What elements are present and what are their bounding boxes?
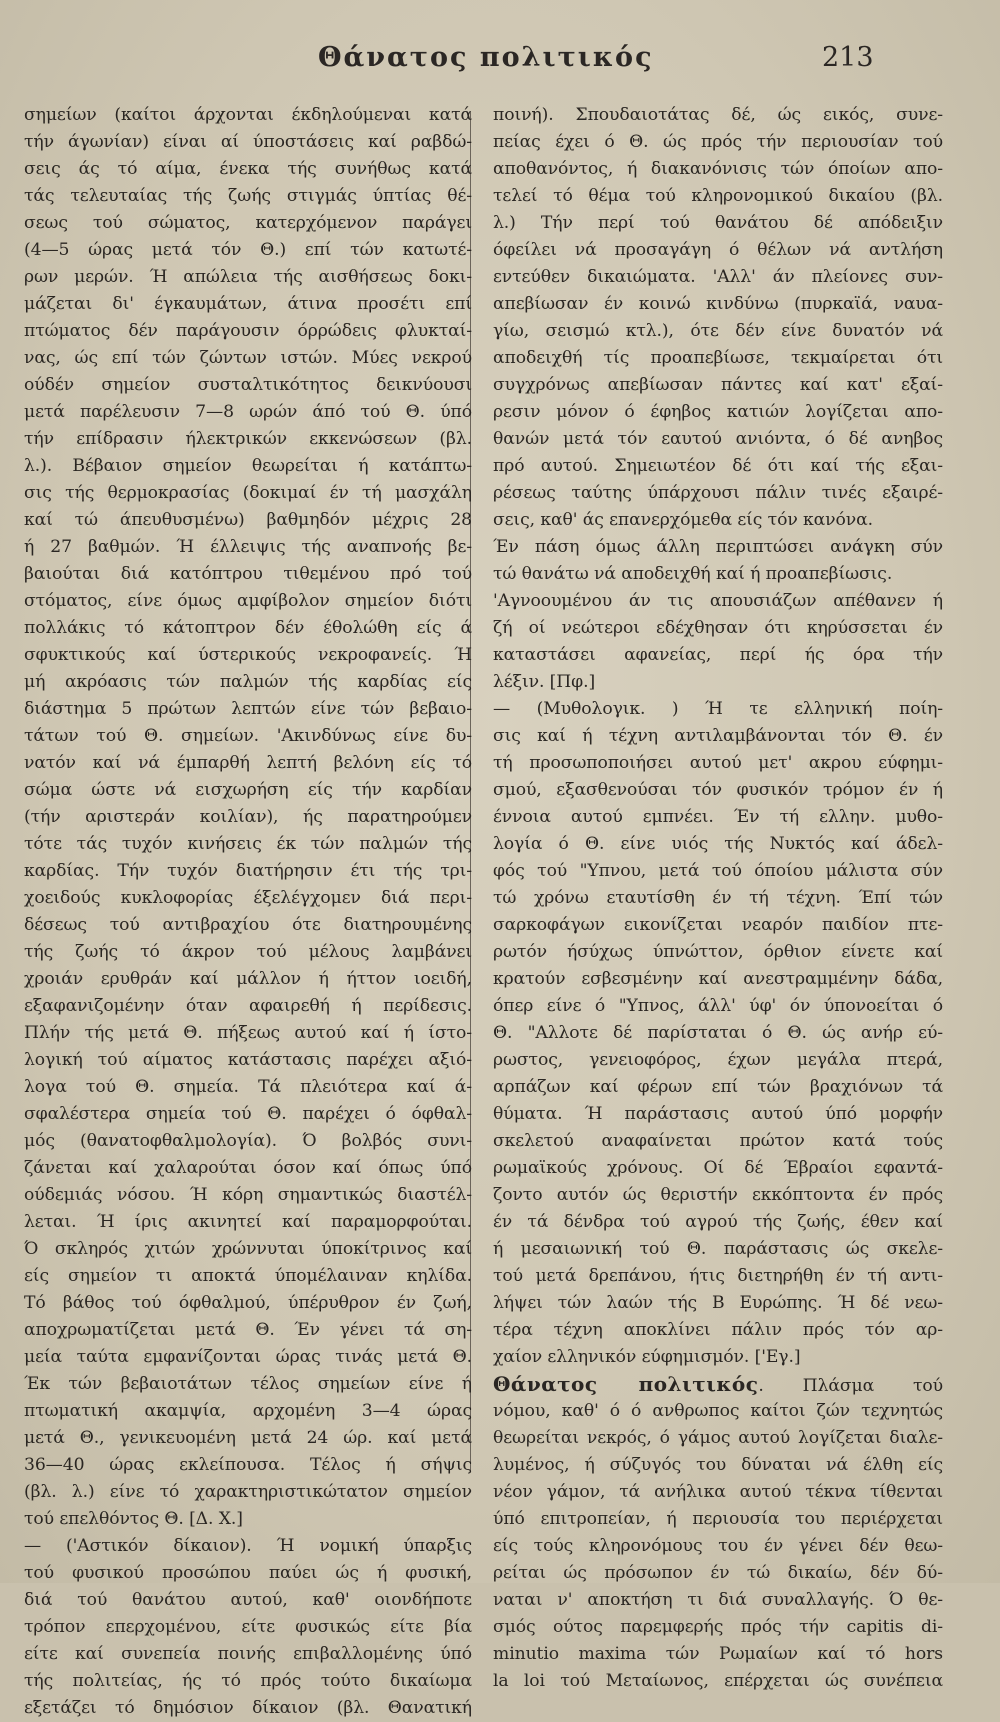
text-line: Θ. "Αλλοτε δέ παρίσταται ό Θ. ώς ανήρ εύ- [493,1023,943,1043]
text-line: la loi τού Μεταίωνος, επέρχεται ώς συνέπεια [493,1671,943,1691]
text-line: νέον γάμον, τά ανήλικα αυτού τέκνα τίθενται [493,1482,943,1502]
text-line: αρπάζων καί φέρων επί τών βραχιόνων τά [493,1077,943,1097]
text-line: τού φυσικού προσώπου παύει ώς ή φυσική, [24,1563,472,1583]
text-line: σμού, εξασθενούσαι τόν φυσικόν τρόμον έν ή [493,780,943,800]
text-line: λ.). Βέβαιον σημείον θεωρείται ή κατάπτω- [24,456,472,476]
text-line: ούδεμιάς νόσου. Ή κόρη σημαντικώς διαστέλ- [24,1185,472,1205]
text-line: μή ακρόασις τών παλμών τής καρδίας είς [24,672,472,692]
text-line: λέξιν. [Πφ.] [493,672,596,692]
text-line: πολλάκις τό κάτοπτρον δέν έθολώθη είς ά [24,618,472,638]
text-line: τής ζωής τό άκρον τού μέλους λαμβάνει [24,942,472,962]
text-line: Πλήν τής μετά Θ. πήξεως αυτού καί ή ίστο- [24,1023,472,1043]
text-line: μετά παρέλευσιν 7—8 ωρών άπό τού Θ. ύπό [24,402,472,422]
page-number: 213 [822,42,874,73]
text-line: ύπό επιτροπείαν, ή περιουσία του περιέρχεται [493,1509,943,1529]
text-line: ρωτόν ήσύχως ύπνώττον, όρθιον είνετε καί [493,942,943,962]
text-line: σφυκτικούς καί ύστερικούς νεκροφανείς. Ή [24,645,472,665]
text-line: τής πολιτείας, ής τό πρός τούτο δικαίωμα [24,1671,472,1691]
text-line: λογική τού αίματος κατάστασις παρέχει αξιό- [24,1050,472,1070]
text-line: Τό βάθος τού όφθαλμού, ύπέρυθρον έν ζωή, [24,1293,472,1313]
text-line: ζάνεται καί χαλαρούται όσον καί όπως ύπό [24,1158,472,1178]
text-line: ρείται ώς πρόσωπον έν τώ δικαίω, δέν δύ- [493,1563,943,1583]
text-line: πτώματος δέν παράγουσιν όρρώδεις φλυκταί- [24,321,472,341]
text-line: ούδέν σημείον συσταλτικότητος δεικνύουσι [24,375,472,395]
text-line: νας, ώς επί τών ζώντων ιστών. Μύες νεκρού [24,348,472,368]
text-line: τότε τάς τυχόν κινήσεις έκ τών παλμών τής [24,834,472,854]
text-line: καί τώ άπευθυσμένω) βαθμηδόν μέχρις 28 [24,510,472,530]
text-line: σεως τού σώματος, κατερχόμενον παράγει [24,213,472,233]
text-line: εξαφανιζομένην όταν αφαιρεθή ή περίδεσις. [24,996,472,1016]
text-line: τού μετά δρεπάνου, ήτις διετηρήθη έν τή αντι- [493,1266,943,1286]
text-line: minutio maxima τών Ρωμαίων καί τό hors [493,1644,943,1664]
text-line: σεις άς τό αίμα, ένεκα τής συνήθως κατά [24,159,472,179]
text-line: είς σημείον τι αποκτά ύπομέλαιναν κηλίδα. [24,1266,472,1286]
text-line: 36—40 ώρας εκλείπουσα. Τέλος ή σήψις [24,1455,472,1475]
text-line: διάστημα 5 πρώτων λεπτών είνε τών βεβαιο- [24,699,472,719]
text-line: πρό αυτού. Σημειωτέον δέ ότι καί τής εξαι- [493,456,943,476]
text-line: τέρα τέχνη αποκλίνει πάλιν πρός τόν αρ- [493,1320,943,1340]
text-line: λεται. Ή ίρις ακινητεί καί παραμορφούται. [24,1212,472,1232]
text-line: μός (θανατοφθαλμολογία). Ό βολβός συνι- [24,1131,472,1151]
text-line: Έκ τών βεβαιοτάτων τέλος σημείων είνε ή [24,1374,472,1394]
text-line: καταστάσει αφανείας, περί ής όρα τήν [493,645,943,665]
text-line: ρωστος, γενειοφόρος, έχων μεγάλα πτερά, [493,1050,943,1070]
text-line: λήψει τών λαών τής Β Ευρώπης. Ή δέ νεω- [493,1293,943,1313]
text-line: αποδειχθή τίς προαπεβίωσε, τεκμαίρεται ότι [493,348,943,368]
text-line: όφείλει νά προσαγάγη ό θέλων νά αντλήση [493,240,943,260]
text-line: εξετάζει τό δημόσιον δίκαιον (βλ. Θανατική [24,1698,472,1718]
text-line: (4—5 ώρας μετά τόν Θ.) επί τών κατωτέ- [24,240,472,260]
text-line: λογα τού Θ. σημεία. Τά πλειότερα καί ά- [24,1077,472,1097]
text-line: πτωματική ακαμψία, αρχομένη 3—4 ώρας [24,1401,472,1421]
text-line: θύματα. Ή παράστασις αυτού ύπό μορφήν [493,1104,943,1124]
text-line: στόματος, είνε όμως αμφίβολον σημείον διότι [24,591,472,611]
text-line: απεβίωσαν έν κοινώ κινδύνω (πυρκαϊά, ναυα- [493,294,943,314]
text-line: τού επελθόντος Θ. [Δ. Χ.] [24,1509,243,1529]
text-line: θανών μετά τόν εαυτού ανιόντα, ό δέ ανηβος [493,429,943,449]
text-line: χαίον ελληνικόν εύφημισμόν. ['Εγ.] [493,1347,801,1367]
text-line: δέσεως τού αντιβραχίου ότε διατηρουμένης [24,915,472,935]
text-line: Έν πάση όμως άλλη περιπτώσει ανάγκη σύν [493,537,943,557]
text-line: σμός ούτος παρεμφερής πρός τήν capitis di- [493,1617,943,1637]
text-line: ναται ν' αποκτήση τι διά συναλλαγής. Ό θε- [493,1590,943,1610]
text-line: Ό σκληρός χιτών χρώννυται ύποκίτρινος καί [24,1239,472,1259]
text-line: γίω, σεισμώ κτλ.), ότε δέν είνε δυνατόν νά [493,321,943,341]
left-column [24,102,472,1722]
text-line: σφαλέστερα σημεία τού Θ. παρέχει ό όφθαλ- [24,1104,472,1124]
text-line: ζοντο αυτόν ώς θεριστήν εκκόπτοντα έν πρός [493,1185,943,1205]
text-line: φός τού "Υπνου, μετά τού όποίου μάλιστα σύν [493,861,943,881]
text-line: λογία ό Θ. είνε υιός τής Νυκτός καί άδελ- [493,834,943,854]
text-line: όπερ είνε ό "Υπνος, άλλ' ύφ' όν ύπονοείται ό [493,996,943,1016]
text-line: σώμα ώστε νά εισχωρήση είς τήν καρδίαν [24,780,472,800]
text-line: ρωμαϊκούς χρόνους. Οί δέ Έβραίοι εφαντά- [493,1158,943,1178]
text-line: σκελετού αναφαίνεται πρώτον κατά τούς [493,1131,943,1151]
text-line: αποθανόντος, ή διακανόνισις τών όποίων απο- [493,159,943,179]
text-line: είς τούς κληρονόμους του έν γένει δέν θεω- [493,1536,943,1556]
text-line: συγχρόνως απεβίωσαν πάντες καί κατ' εξαί- [493,375,943,395]
text-line: τή προσωποποιήσει αυτού μετ' ακρου εύφημι- [493,753,943,773]
text-line: μεία ταύτα εμφανίζονται ώρας τινάς μετά Θ. [24,1347,472,1367]
text-line: θεωρείται νεκρός, ό γάμος αυτού λογίζεται διαλε- [493,1428,943,1448]
text-line: ρεσιν μόνον ό έφηβος κατιών λογίζεται απο- [493,402,943,422]
text-line: — ('Αστικόν δίκαιον). Ή νομική ύπαρξις [24,1536,472,1556]
text-line: σις τής θερμοκρασίας (δοκιμαί έν τή μασχάλη [24,483,472,503]
text-line: ζή οί νεώτεροι εδέχθησαν ότι κηρύσσεται έν [493,618,943,638]
right-column [493,102,943,1695]
text-line: τάς τελευταίας τής ζωής στιγμάς ύπτίας θέ- [24,186,472,206]
text-line: νόμου, καθ' ό ό ανθρωπος καίτοι ζών τεχνητώς [493,1401,943,1421]
text-line: ή 27 βαθμών. Ή έλλειψις τής αναπνοής βε- [24,537,472,557]
running-head: Θάνατος πολιτικός [318,42,654,73]
text-line: τήν επίδρασιν ήλεκτρικών εκκενώσεων (βλ. [24,429,472,449]
text-line: διά τού θανάτου αυτού, καθ' οιονδήποτε [24,1590,472,1610]
text-line: μετά Θ., γενικευομένη μετά 24 ώρ. καί μετά [24,1428,472,1448]
text-line: ποινή). Σπουδαιοτάτας δέ, ώς εικός, συνε- [493,105,943,125]
text-line: τώ χρόνω εταυτίσθη έν τή τέχνη. Έπί τών [493,888,943,908]
text-line: χροιάν ερυθράν καί μάλλον ή ήττον ιοειδή, [24,969,472,989]
text-line: τρόπον επερχομένου, είτε φυσικώς είτε βία [24,1617,472,1637]
text-line: σημείων (καίτοι άρχονται έκδηλούμεναι κατά [24,105,472,125]
text-line: τάτων τού Θ. σημείων. 'Ακινδύνως είνε δυ- [24,726,472,746]
text-line: κρατούν εσβεσμένην καί ανεστραμμένην δάδα, [493,969,943,989]
text-line: ή μεσαιωνική τού Θ. παράστασις ώς σκελε- [493,1239,943,1259]
entry-headword: Θάνατος πολιτικός [493,1372,759,1396]
text-line: Θάνατος πολιτικός. Πλάσμα τού [493,1372,943,1396]
text-line: έν τά δένδρα τού αγρού τής ζωής, έθεν καί [493,1212,943,1232]
text-line: είτε καί συνεπεία ποινής επιβαλλομένης ύπό [24,1644,472,1664]
text-line: σις καί ή τέχνη αντιλαμβάνονται τόν Θ. έν [493,726,943,746]
text-line: τήν άγωνίαν) είναι αί ύποστάσεις καί ραβδώ- [24,132,472,152]
text-line: έννοια αυτού εμπνέει. Έν τή ελλην. μυθο- [493,807,943,827]
text-line: τελεί τό θέμα τού κληρονομικού δικαίου (βλ. [493,186,943,206]
text-line: αποχρωματίζεται μετά Θ. Έν γένει τά ση- [24,1320,472,1340]
text-line: (βλ. λ.) είνε τό χαρακτηριστικώτατον σημείον [24,1482,472,1502]
text-line: 'Αγνοουμένου άν τις απουσιάζων απέθανεν ή [493,591,943,611]
text-line: χοειδούς κυκλοφορίας έξελέγχομεν διά περι- [24,888,472,908]
text-line: ρέσεως ταύτης ύπάρχουσι πάλιν τινές εξαιρέ- [493,483,943,503]
text-line: λυμένος, ή σύζυγός του δύναται νά έλθη είς [493,1455,943,1475]
text-line: βαιούται διά κατόπτρου τιθεμένου πρό τού [24,564,472,584]
text-line: (τήν αριστεράν κοιλίαν), ής παρατηρούμεν [24,807,472,827]
page-header [0,42,1000,82]
text-line: σεις, καθ' άς επανερχόμεθα είς τόν κανόνα. [493,510,873,530]
text-line: μάζεται δι' έγκαυμάτων, άτινα προσέτι επί [24,294,472,314]
text-line: νατόν καί νά έμπαρθή λεπτή βελόνη είς τό [24,753,472,773]
text-line: λ.) Τήν περί τού θανάτου δέ απόδειξιν [493,213,943,233]
text-line: — (Μυθολογικ. ) Ή τε ελληνική ποίη- [493,699,943,719]
text-line: σαρκοφάγων εικονίζεται νεαρόν παιδίον πτε- [493,915,943,935]
text-line: τώ θανάτω νά αποδειχθή καί ή προαπεβίωσις. [493,564,893,584]
text-line: ρων μερών. Ή απώλεια τής αισθήσεως δοκι- [24,267,472,287]
text-line: πείας έχει ό Θ. ώς πρός τήν περιουσίαν τού [493,132,943,152]
text-line: καρδίας. Τήν τυχόν διατήρησιν έτι τής τρι- [24,861,472,881]
text-line: εντεύθεν δικαιώματα. 'Αλλ' άν πλείονες συν- [493,267,943,287]
